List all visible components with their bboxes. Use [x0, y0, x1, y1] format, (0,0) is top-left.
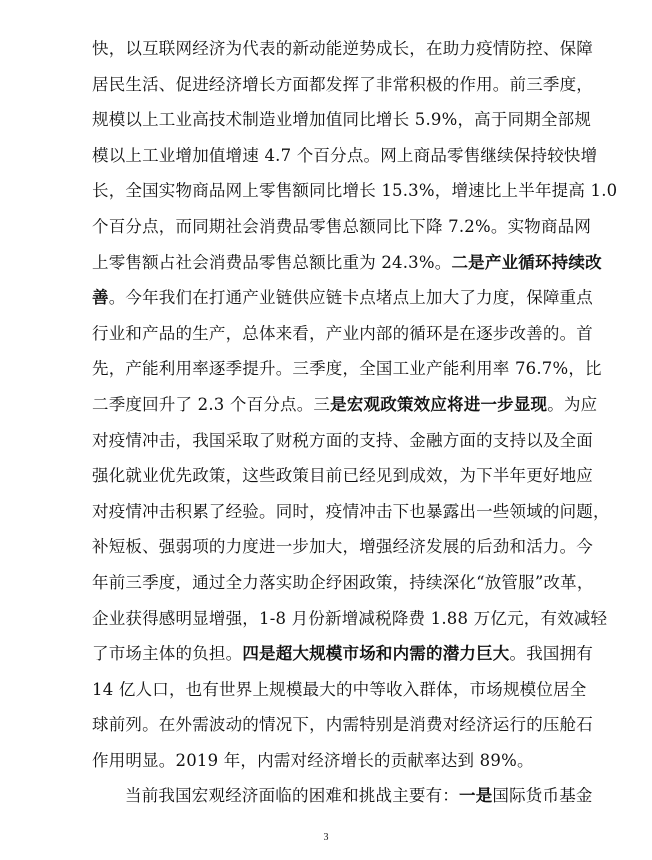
text-segment: 长，全国实物商品网上零售额同比增长 15.3%，增速比上半年提高 1.0: [92, 181, 618, 201]
text-line: [92, 387, 598, 423]
text-segment: 。今年我们在打通产业链供应链卡点堵点上加大了力度，保障重点: [108, 288, 594, 308]
text-line: [92, 529, 593, 565]
text-segment: 个百分点，而同期社会消费品零售总额同比下降 7.2%。实物商品网: [92, 216, 592, 236]
text-segment: 企业获得感明显增强，1-8 月份新增减税降费 1.88 万亿元，有效减轻: [92, 608, 608, 628]
text-line: [92, 778, 593, 814]
text-segment: 快，以互联网经济为代表的新动能逆势成长，在助力疫情防控、保障: [92, 39, 593, 58]
bold-text-segment: 一是: [459, 786, 493, 806]
text-line: [92, 494, 610, 530]
bold-text-segment: 二是产业循环持续改: [451, 252, 602, 272]
text-segment: 规模以上工业高技术制造业增加值同比增长 5.9%，高于同期全部规: [92, 110, 592, 130]
text-line: [92, 672, 587, 708]
text-segment: 国际货币基金: [492, 786, 593, 806]
text-line: [92, 173, 618, 209]
text-line: [92, 67, 593, 103]
text-segment: 先，产能利用率逐季提升。三季度，全国工业产能利用率 76.7%，比: [92, 359, 602, 379]
text-segment: 行业和产品的生产，总体来看，产业内部的循环是在逐步改善的。首: [92, 323, 593, 343]
text-segment: 模以上工业增加值增速 4.7 个百分点。网上商品零售继续保持较快增: [92, 145, 598, 165]
text-segment: 。我国拥有: [509, 644, 594, 664]
text-segment: 二季度回升了 2.3 个百分点。三: [92, 394, 331, 414]
text-segment: 上零售额占社会消费品零售总额比重为 24.3%。: [92, 252, 452, 272]
text-line: [92, 31, 593, 67]
text-segment: 了市场主体的负担。: [92, 644, 243, 664]
text-line: [92, 102, 592, 138]
text-segment: 强化就业优先政策，这些政策目前已经见到成效，为下半年更好地应: [92, 466, 593, 486]
text-segment: 球前列。在外需波动的情况下，内需特别是消费对经济运行的压舱石: [92, 715, 593, 735]
text-segment: 补短板、强弱项的力度进一步加大，增强经济发展的后劲和活力。今: [92, 537, 593, 557]
text-line: [92, 209, 592, 245]
text-line: [92, 280, 594, 316]
text-segment: 作用明显。2019 年，内需对经济增长的贡献率达到 89%。: [92, 750, 534, 770]
text-line: [92, 636, 594, 672]
text-segment: 。为应: [547, 394, 598, 414]
text-line: [92, 743, 566, 779]
text-line: [92, 245, 602, 281]
text-line: [92, 458, 593, 494]
page-number: 3: [323, 832, 329, 843]
text-line: [92, 707, 593, 743]
text-segment: 当前我国宏观经济面临的困难和挑战主要有：: [125, 786, 459, 806]
text-segment: 对疫情冲击积累了经验。同时，疫情冲击下也暴露出一些领域的问题，: [92, 501, 610, 521]
text-segment: 居民生活、促进经济增长方面都发挥了非常积极的作用。前三季度，: [92, 74, 593, 94]
text-line: [92, 601, 608, 637]
bold-text-segment: 善: [92, 288, 109, 308]
text-segment: 年前三季度，通过全力落实助企纾困政策，持续深化“放管服”改革，: [92, 572, 594, 592]
text-line: [92, 351, 602, 387]
bold-text-segment: 四是超大规模市场和内需的潜力巨大: [242, 644, 510, 664]
body-text: [92, 31, 618, 814]
text-line: [92, 565, 594, 601]
text-line: [92, 423, 593, 459]
text-line: [92, 138, 598, 174]
bold-text-segment: 是宏观政策效应将进一步显现: [330, 394, 548, 414]
text-segment: 14 亿人口，也有世界上规模最大的中等收入群体，市场规模位居全: [92, 679, 587, 699]
text-segment: 对疫情冲击，我国采取了财税方面的支持、金融方面的支持以及全面: [92, 430, 593, 450]
text-line: [92, 316, 593, 352]
